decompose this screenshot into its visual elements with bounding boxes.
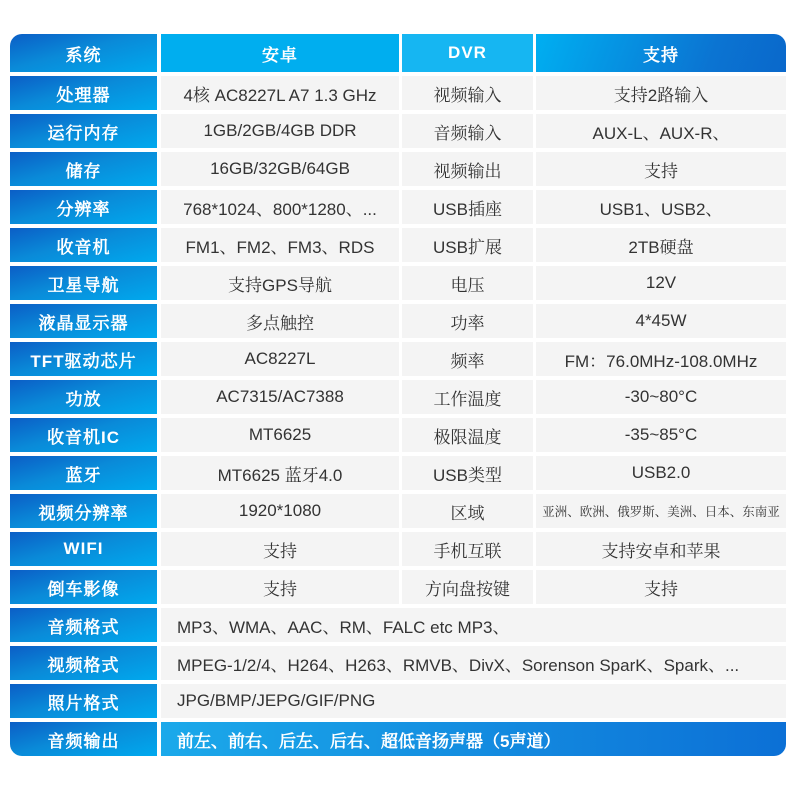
table-row [10, 114, 786, 152]
spec-value-right: 12V [536, 266, 786, 300]
spec-label: 倒车影像 [10, 570, 157, 604]
header-dvr: DVR [402, 34, 533, 72]
spec-label: 功放 [10, 380, 157, 414]
header-support: 支持 [536, 34, 786, 72]
spec-label: 收音机IC [10, 418, 157, 452]
spec-value: 多点触控 [161, 304, 399, 338]
table-row [10, 190, 786, 228]
spec-label: WIFI [10, 532, 157, 566]
spec-value: AC8227L [161, 342, 399, 376]
spec-label-right: 视频输入 [402, 76, 533, 110]
spec-label-right: 音频输入 [402, 114, 533, 148]
spec-label-right: 功率 [402, 304, 533, 338]
spec-label-right: USB类型 [402, 456, 533, 490]
spec-label: 音频格式 [10, 608, 157, 642]
spec-value-right: 支持 [536, 152, 786, 186]
spec-label-right: 区域 [402, 494, 533, 528]
spec-label-right: 手机互联 [402, 532, 533, 566]
table-row-full [10, 722, 786, 760]
spec-label: 分辨率 [10, 190, 157, 224]
spec-value-right: USB1、USB2、 [536, 190, 786, 224]
spec-label: 收音机 [10, 228, 157, 262]
table-row [10, 570, 786, 608]
spec-value-right: 支持2路输入 [536, 76, 786, 110]
spec-value: 支持GPS导航 [161, 266, 399, 300]
spec-value-right: AUX-L、AUX-R、 [536, 114, 786, 148]
spec-value-right: 支持安卓和苹果 [536, 532, 786, 566]
spec-value: 支持 [161, 570, 399, 604]
spec-label: 蓝牙 [10, 456, 157, 490]
spec-label: 视频分辨率 [10, 494, 157, 528]
spec-label-right: 方向盘按键 [402, 570, 533, 604]
spec-value: 1920*1080 [161, 494, 399, 528]
spec-value-right: 2TB硬盘 [536, 228, 786, 262]
spec-label-right: 工作温度 [402, 380, 533, 414]
table-row-full [10, 684, 786, 722]
spec-value: 支持 [161, 532, 399, 566]
spec-value: 4核 AC8227L A7 1.3 GHz [161, 76, 399, 110]
spec-label: TFT驱动芯片 [10, 342, 157, 376]
spec-value-right: -35~85°C [536, 418, 786, 452]
spec-label-right: 电压 [402, 266, 533, 300]
spec-label-right: USB插座 [402, 190, 533, 224]
spec-value-right: 支持 [536, 570, 786, 604]
table-row [10, 76, 786, 114]
spec-value: FM1、FM2、FM3、RDS [161, 228, 399, 262]
spec-value-right: 4*45W [536, 304, 786, 338]
spec-value: MT6625 蓝牙4.0 [161, 456, 399, 490]
spec-label: 照片格式 [10, 684, 157, 718]
header-row [10, 34, 786, 76]
table-row [10, 456, 786, 494]
spec-label: 音频输出 [10, 722, 157, 756]
table-row [10, 228, 786, 266]
spec-value: 768*1024、800*1280、... [161, 190, 399, 224]
spec-value: MT6625 [161, 418, 399, 452]
spec-label: 卫星导航 [10, 266, 157, 300]
table-row [10, 304, 786, 342]
spec-label: 视频格式 [10, 646, 157, 680]
table-row [10, 342, 786, 380]
spec-label-right: 视频输出 [402, 152, 533, 186]
spec-value: AC7315/AC7388 [161, 380, 399, 414]
spec-label: 运行内存 [10, 114, 157, 148]
table-row [10, 532, 786, 570]
header-system: 系统 [10, 34, 157, 72]
spec-label-right: 频率 [402, 342, 533, 376]
spec-value-highlight: 前左、前右、后左、后右、超低音扬声器（5声道） [161, 722, 786, 756]
table-row-full [10, 608, 786, 646]
spec-value-full: MPEG-1/2/4、H264、H263、RMVB、DivX、Sorenson SparK、Spark、... [161, 646, 786, 680]
table-row [10, 380, 786, 418]
spec-value-right: FM：76.0MHz-108.0MHz [536, 342, 786, 376]
table-row [10, 266, 786, 304]
spec-label-right: 极限温度 [402, 418, 533, 452]
spec-value-right: USB2.0 [536, 456, 786, 490]
spec-value: 16GB/32GB/64GB [161, 152, 399, 186]
table-row-full [10, 646, 786, 684]
header-android: 安卓 [161, 34, 399, 72]
spec-value-full: JPG/BMP/JEPG/GIF/PNG [161, 684, 786, 718]
spec-value-full: MP3、WMA、AAC、RM、FALC etc MP3、 [161, 608, 786, 642]
spec-table [10, 34, 786, 760]
spec-label-right: USB扩展 [402, 228, 533, 262]
table-row [10, 152, 786, 190]
spec-label: 储存 [10, 152, 157, 186]
table-row [10, 494, 786, 532]
spec-label: 液晶显示器 [10, 304, 157, 338]
spec-value-right: -30~80°C [536, 380, 786, 414]
spec-value: 1GB/2GB/4GB DDR [161, 114, 399, 148]
table-row [10, 418, 786, 456]
spec-value-right: 亚洲、欧洲、俄罗斯、美洲、日本、东南亚 [536, 494, 786, 528]
spec-label: 处理器 [10, 76, 157, 110]
